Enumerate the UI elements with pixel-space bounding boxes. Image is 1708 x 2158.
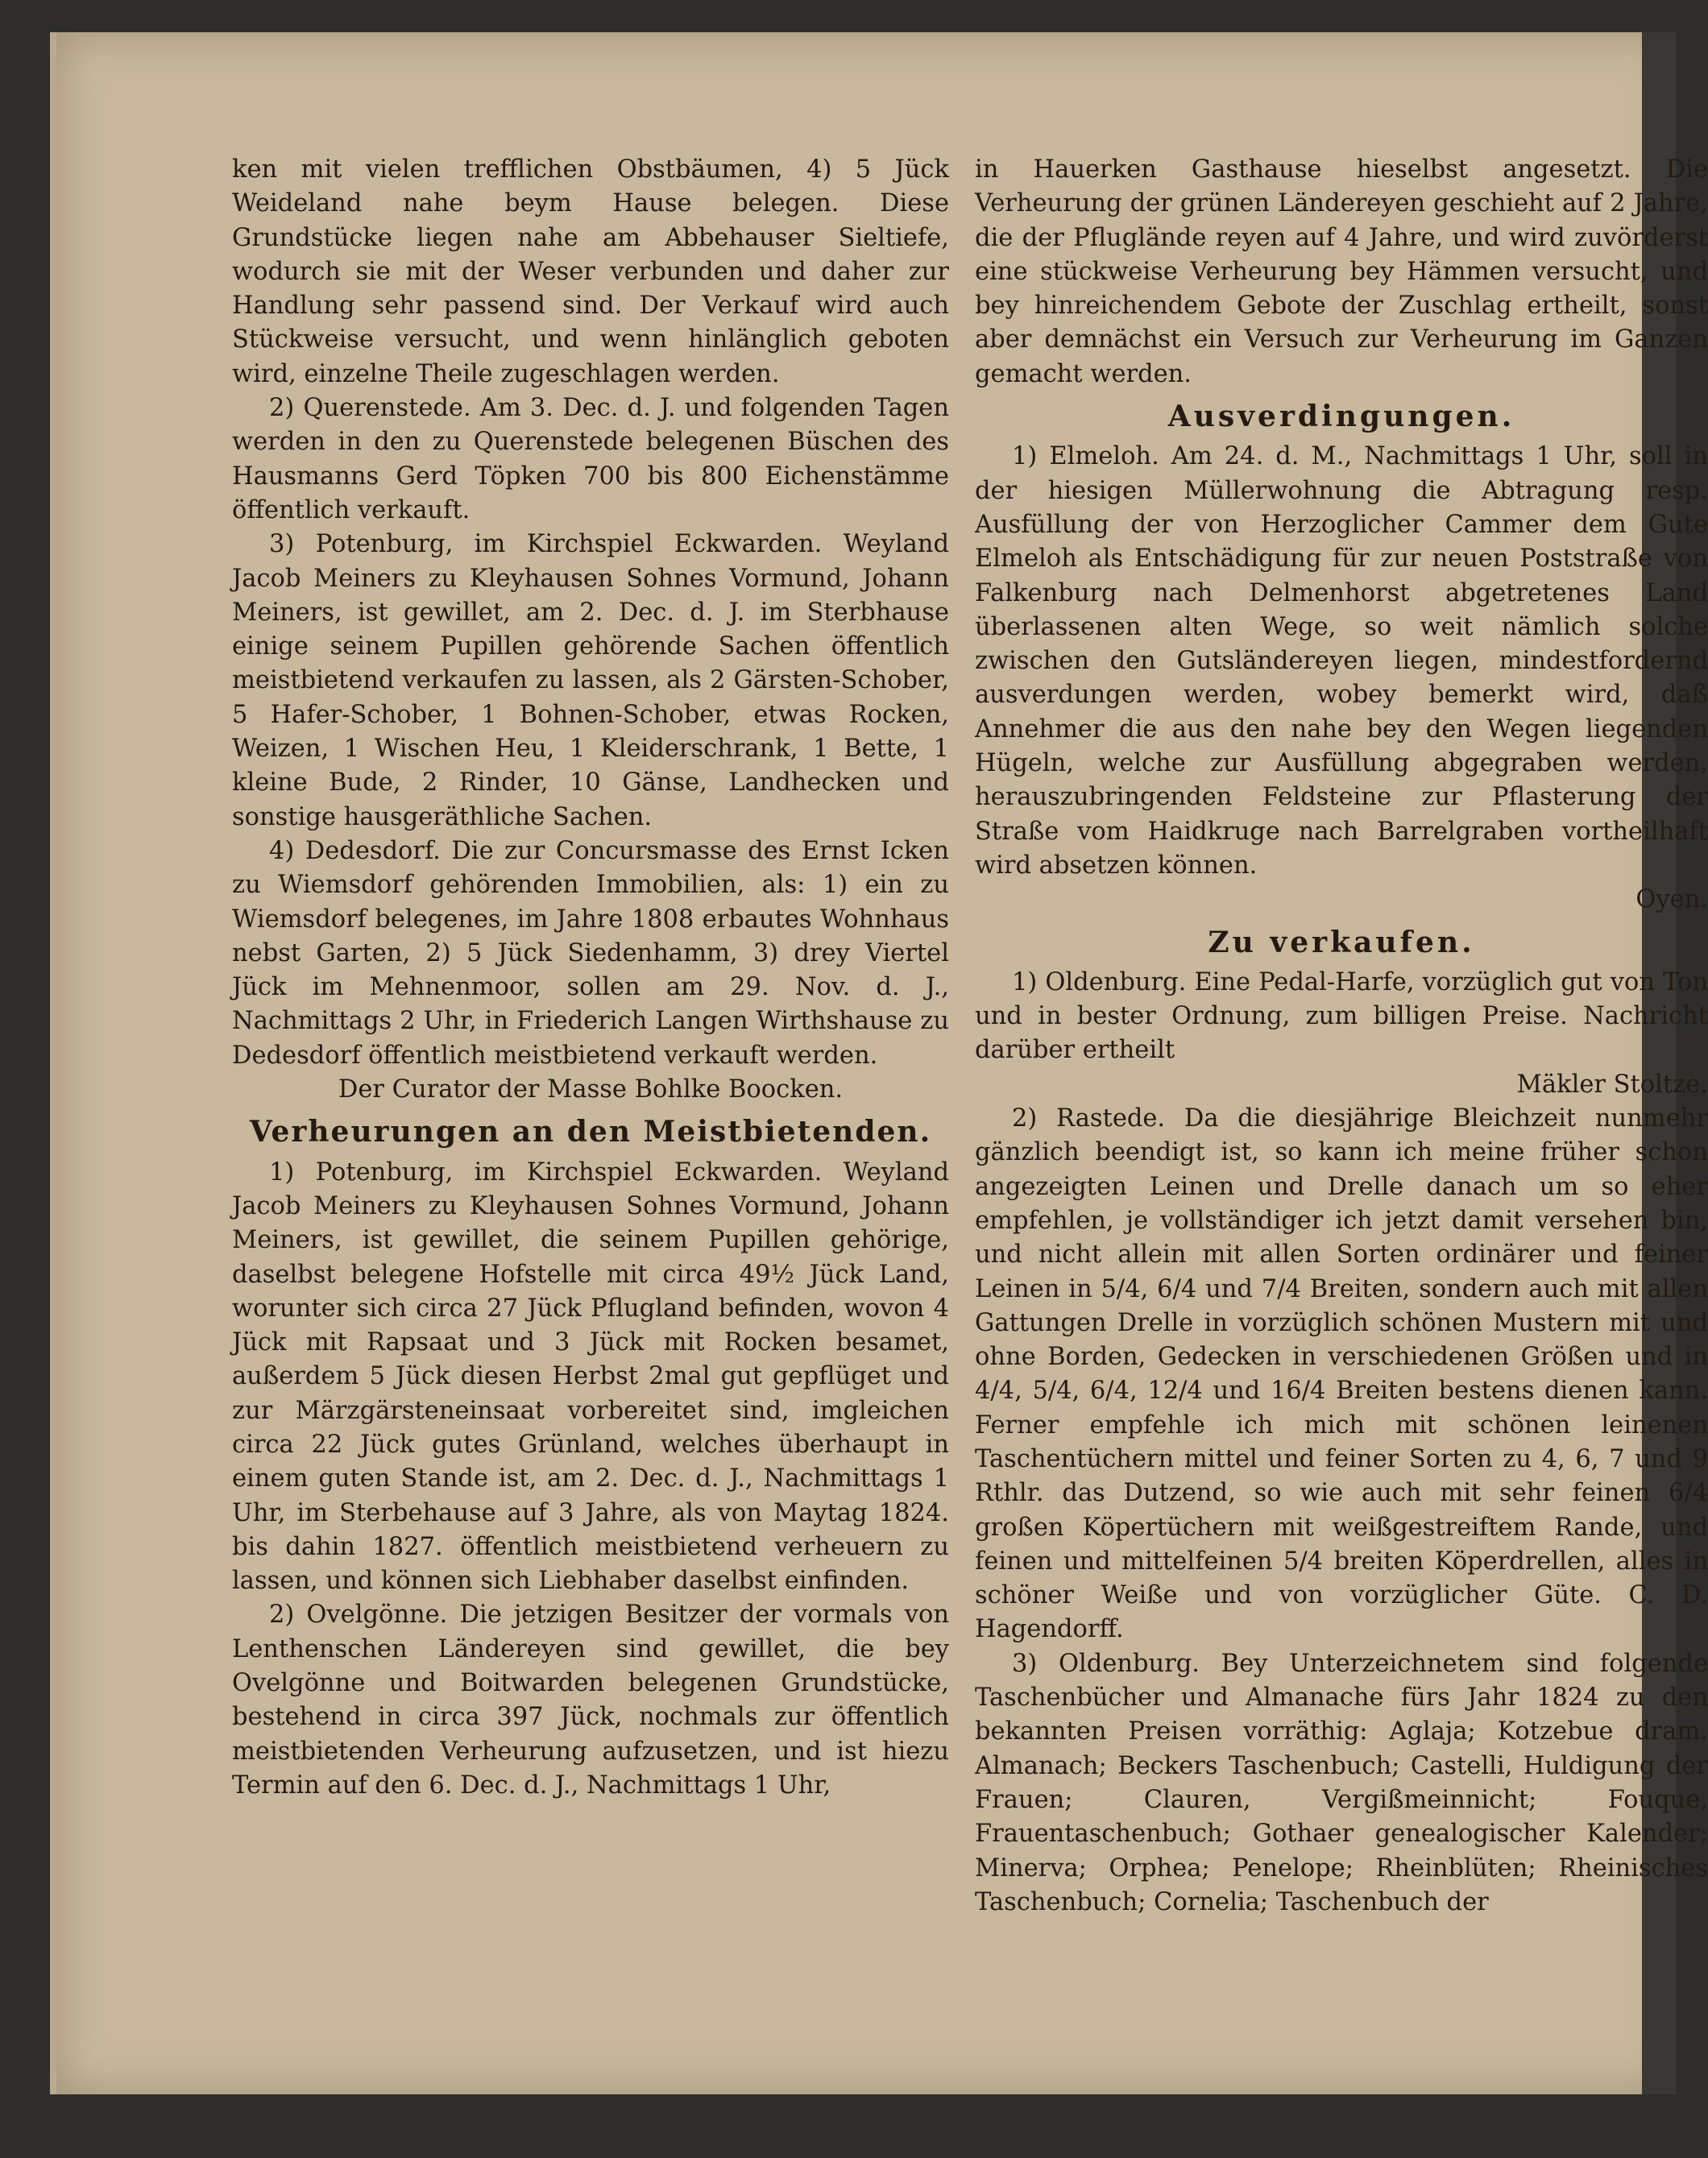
paragraph-orchard-sale: ken mit vielen trefflichen Obstbäumen, 4) 5 Jück Weideland nahe beym Hause belegen. Diese Grundstücke liegen nahe am Abbehauser Sieltiefe, wodurch sie mit der Weser verbunden und daher zur Handlung sehr passend sind. Der Verkauf wird auch Stückweise versucht, und wenn hinlänglich geboten wird, einzelne Theile zugeschlagen werden. bbox=[232, 155, 949, 388]
paragraph-potenburg-sale: 3) Potenburg, im Kirchspiel Eckwarden. Weyland Jacob Meiners zu Kleyhausen Sohnes Vormund, Johann Meiners, ist gewillet, am 2. Dec. d. J. im Sterbhause einige seinem Pupillen gehörende Sachen öffentlich meistbietend verkaufen zu lassen, als 2 Gärsten-Schober, 5 Hafer-Schober, 1 Bohnen-Schober, etwas Rocken, Weizen, 1 Wischen Heu, 1 Kleiderschrank, 1 Bette, 1 kleine Bude, 2 Rinder, 10 Gänse, Landhecken und sonstige hausgeräthliche Sachen. bbox=[232, 530, 949, 831]
paragraph-hauerken: in Hauerken Gasthause hieselbst angesetzt. Die Verheurung der grünen Ländereyen geschieht auf 2 Jahre, die der Pfluglände reyen auf 4 Jahre, und wird zuvörderst eine stückweise Verheurung bey Hämmen versucht, und bey hinreichendem Gebote der Zuschlag ertheilt, sonst aber demnächst ein Versuch zur Verheurung im Ganzen gemacht werden. bbox=[975, 155, 1708, 388]
newspaper-page bbox=[50, 32, 1708, 2094]
right-column bbox=[975, 153, 1708, 2102]
paragraph-almanache: 3) Oldenburg. Bey Unterzeichnetem sind folgende Taschenbücher und Almanache fürs Jahr 1824 zu den bekannten Preisen vorräthig: Aglaja; Kotzebue dram. Almanach; Beckers Taschenbuch; Castelli, Huldigung der Frauen; Clauren, Vergißmeinnicht; Fouque, Frauentaschenbuch; Gothaer genealogischer Kalender; Minerva; Orphea; Penelope; Rheinblüten; Rheinisches Taschenbuch; Cornelia; Taschenbuch der bbox=[975, 1649, 1708, 1916]
heading-zu-verkaufen: Zu verkaufen. bbox=[1208, 925, 1475, 959]
heading-ausverdingungen: Ausverdingungen. bbox=[1167, 400, 1515, 434]
paragraph-potenburg-lease: 1) Potenburg, im Kirchspiel Eckwarden. Weyland Jacob Meiners zu Kleyhausen Sohnes Vormund, Johann Meiners, ist gewillet, die seinem Pupillen gehörige, daselbst belegene Hofstelle mit circa 49½ Jück Land, worunter sich circa 27 Jück Pflugland befinden, wovon 4 Jück mit Rapsaat und 3 Jück mit Rocken besamet, außerdem 5 Jück diesen Herbst 2mal gut gepflüget und zur Märzgärsteneinsaat vorbereitet sind, imgleichen circa 22 Jück gutes Grünland, welches überhaupt in einem guten Stande ist, am 2. Dec. d. J., Nachmittags 1 Uhr, im Sterbehause auf 3 Jahre, als von Maytag 1824. bis dahin 1827. öffentlich meistbietend verheuern zu lassen, und können sich Liebhaber daselbst einfinden. bbox=[232, 1158, 949, 1596]
paragraph-rastede-linen: 2) Rastede. Da die diesjährige Bleichzeit nunmehr gänzlich beendigt ist, so kann ich meine früher schon angezeigten Leinen und Drelle danach um so eher empfehlen, je vollständiger ich jetzt damit versehen bin, und nicht allein mit allen Sorten ordinärer und feiner Leinen in 5/4, 6/4 und 7/4 Breiten, sondern auch mit allen Gattungen Drelle in vorzüglich schönen Mustern mit und ohne Borden, Gedecken in verschiedenen Größen und in 4/4, 5/4, 6/4, 12/4 und 16/4 Breiten bestens dienen kann. Ferner empfehle ich mich mit schönen leinenen Taschentüchern mittel und feiner Sorten zu 4, 6, 7 und 9 Rthlr. das Dutzend, so wie auch mit sehr feinen 6/4 großen Köpertüchern mit weißgestreiftem Rande, und feinen und mittelfeinen 5/4 breiten Köperdrellen, alles in schöner Weiße und von vorzüglicher Güte. C. D. Hagendorff. bbox=[975, 1104, 1708, 1644]
paragraph-elmeloh: 1) Elmeloh. Am 24. d. M., Nachmittags 1 Uhr, soll in der hiesigen Müllerwohnung die Abtragung resp. Ausfüllung der von Herzoglicher Cammer dem Gute Elmeloh als Entschädigung für zur neuen Poststraße von Falkenburg nach Delmenhorst abgetretenes Land überlassenen alten Wege, so weit nämlich solche zwischen den Gutsländereyen liegen, mindestfordernd ausverdungen werden, wobey bemerkt wird, daß Annehmer die aus den nahe bey den Wegen liegenden Hügeln, welche zur Ausfüllung abgegraben werden, herauszubringenden Feldsteine zur Pflasterung der Straße vom Haidkruge nach Barrelgraben vortheilhaft wird absetzen können. bbox=[975, 442, 1708, 880]
heading-verheurungen: Verheurungen an den Meistbietenden. bbox=[249, 1115, 932, 1149]
signature-oyen: Oyen. bbox=[1635, 885, 1708, 914]
paragraph-dedesdorf: 4) Dedesdorf. Die zur Concursmasse des Ernst Icken zu Wiemsdorf gehörenden Immobilien, als: 1) ein zu Wiemsdorf belegenes, im Jahre 1808 erbautes Wohnhaus nebst Garten, 2) 5 Jück Siedenhamm, 3) drey Viertel Jück im Mehnenmoor, sollen am 29. Nov. d. J., Nachmittags 2 Uhr, in Friederich Langen Wirthshause zu Dedesdorf öffentlich meistbietend verkauft werden. bbox=[232, 836, 949, 1070]
paragraph-querenstede: 2) Querenstede. Am 3. Dec. d. J. und folgenden Tagen werden in den zu Querenstede belegenen Büschen des Hausmanns Gerd Töpken 700 bis 800 Eichenstämme öffentlich verkauft. bbox=[232, 394, 949, 524]
left-column bbox=[232, 153, 949, 2102]
signature-stoltze: Mäkler Stoltze. bbox=[1516, 1070, 1708, 1099]
signature-curator: Der Curator der Masse Bohlke Boocken. bbox=[338, 1075, 844, 1104]
paragraph-pedal-harfe: 1) Oldenburg. Eine Pedal-Harfe, vorzüglich gut von Ton und in bester Ordnung, zum billigen Preise. Nachricht darüber ertheilt bbox=[975, 967, 1708, 1065]
paragraph-ovelgoenne: 2) Ovelgönne. Die jetzigen Besitzer der vormals von Lenthenschen Ländereyen sind gewillet, die bey Ovelgönne und Boitwarden belegenen Grundstücke, bestehend in circa 397 Jück, nochmals zur öffentlich meistbietenden Verheurung aufzusetzen, und ist hiezu Termin auf den 6. Dec. d. J., Nachmittags 1 Uhr, bbox=[232, 1601, 949, 1800]
